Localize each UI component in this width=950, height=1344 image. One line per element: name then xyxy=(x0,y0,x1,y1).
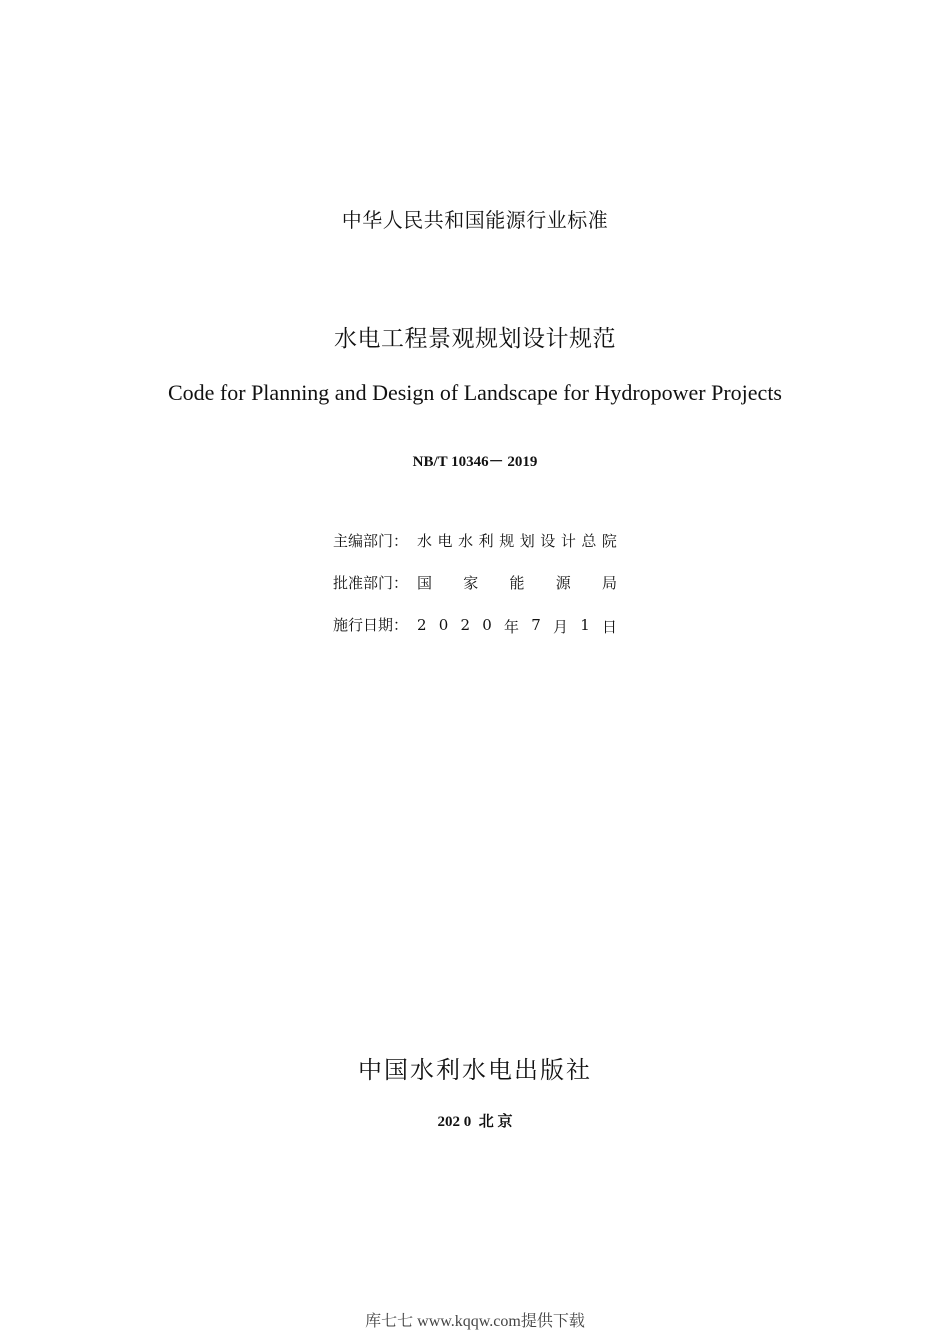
info-char: 家 xyxy=(463,574,479,592)
info-row-chief-editor xyxy=(333,530,617,551)
info-char: 2 xyxy=(417,616,427,634)
info-char: 水 xyxy=(417,532,433,550)
info-label: 主编部门： xyxy=(333,532,409,550)
download-watermark: 库七七 www.kqqw.com提供下载 xyxy=(365,1313,585,1330)
info-char: 2 xyxy=(460,616,471,634)
info-char: 年 xyxy=(504,618,520,636)
info-char: 国 xyxy=(417,574,433,592)
info-char: 1 xyxy=(580,616,590,634)
info-char: 局 xyxy=(601,574,617,592)
info-char: 计 xyxy=(560,532,576,550)
info-char: 0 xyxy=(482,616,492,634)
info-char: 月 xyxy=(552,618,568,636)
info-value xyxy=(417,530,617,551)
info-char: 总 xyxy=(581,532,597,550)
info-label: 批准部门： xyxy=(333,574,409,592)
info-char: 日 xyxy=(601,618,617,636)
publisher-name: 中国水利水电出版社 xyxy=(358,1058,592,1084)
info-row-effective-date xyxy=(333,614,617,637)
info-row-approving-dept xyxy=(333,572,617,593)
info-char: 院 xyxy=(601,532,617,550)
info-char: 源 xyxy=(555,574,571,592)
info-char: 利 xyxy=(478,532,494,550)
info-char: 7 xyxy=(531,616,541,634)
info-char: 0 xyxy=(438,616,449,634)
info-char: 水 xyxy=(458,532,474,550)
standard-header: 中华人民共和国能源行业标准 xyxy=(341,208,609,232)
info-char: 电 xyxy=(437,532,453,550)
info-value xyxy=(417,616,617,637)
title-english: Code for Planning and Design of Landscape for Hydropower Projects xyxy=(167,380,782,405)
info-value xyxy=(417,572,617,593)
info-char: 设 xyxy=(540,532,556,550)
info-char: 规 xyxy=(499,532,515,550)
title-chinese: 水电工程景观规划设计规范 xyxy=(334,326,616,352)
standard-number: NB/T 10346－ 2019 xyxy=(412,454,538,470)
info-label: 施行日期： xyxy=(333,616,409,634)
publication-year-city: 202 0 北 京 xyxy=(437,1114,513,1130)
info-char: 能 xyxy=(509,574,525,592)
info-char: 划 xyxy=(519,532,535,550)
